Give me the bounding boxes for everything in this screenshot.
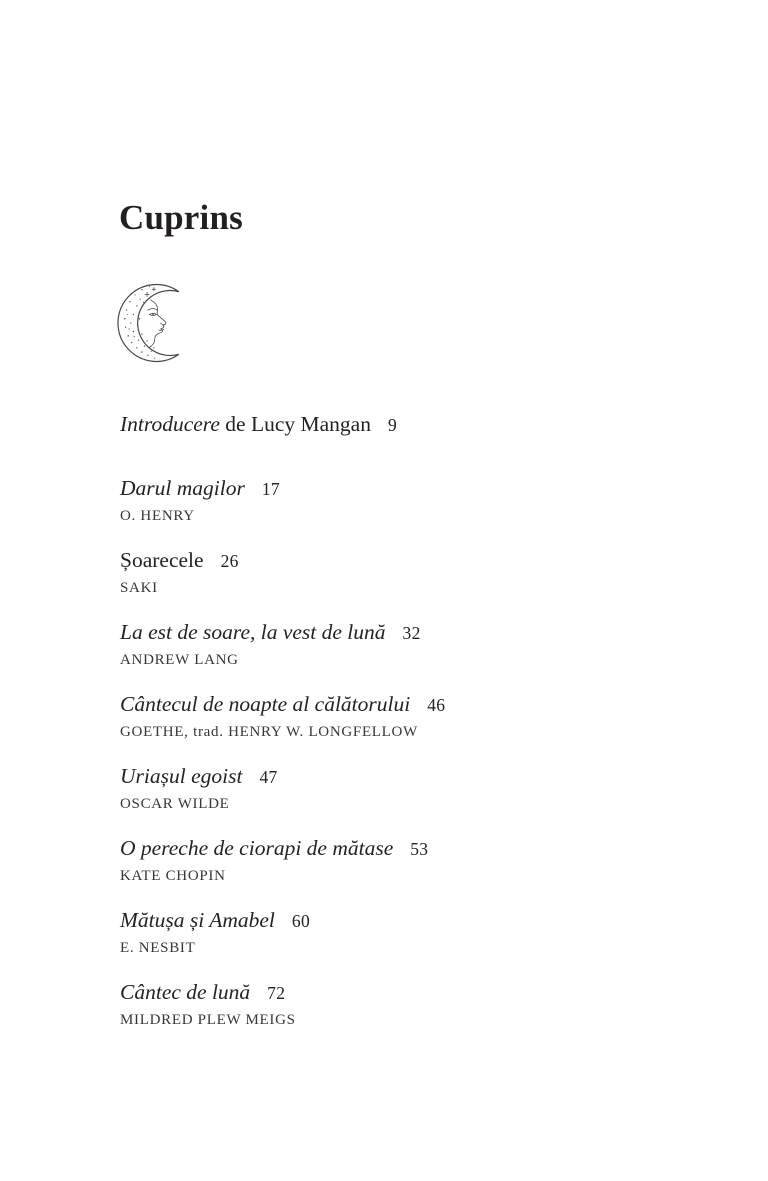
entry-author: ANDREW LANG [120,652,239,668]
entry-title: La est de soare, la vest de lună [120,620,386,644]
entry-author: E. NESBIT [120,940,196,956]
crescent-moon-icon [116,276,202,370]
entry-title: Cântec de lună [120,980,251,1004]
entry-title: Uriașul egoist [120,764,243,788]
entry-title: Șoarecele [120,548,204,572]
entry-page-number: 26 [220,551,239,571]
toc-entry [120,690,445,742]
entry-title: Cântecul de noapte al călătorului [120,692,411,716]
entry-author: KATE CHOPIN [120,868,226,884]
entry-page-number: 32 [402,623,421,643]
toc-intro-line [120,410,397,439]
entry-author: OSCAR WILDE [120,796,230,812]
entry-title: Mătușa și Amabel [120,908,275,932]
entry-title: Darul magilor [120,476,245,500]
toc-entry [120,474,280,526]
entry-author: MILDRED PLEW MEIGS [120,1012,296,1028]
toc-entry [120,834,428,886]
entry-title: O pereche de ciorapi de mătase [120,836,394,860]
intro-byline: de Lucy Mangan [219,412,371,436]
entry-page-number: 47 [259,767,278,787]
entry-page-number: 46 [427,695,446,715]
entry-page-number: 72 [267,983,286,1003]
toc-entry [120,546,239,598]
intro-title: Introducere [120,412,220,436]
toc-entry [120,618,421,670]
toc-entry [120,978,296,1030]
entry-author: GOETHE, trad. HENRY W. LONGFELLOW [120,724,418,740]
entry-page-number: 60 [291,911,310,931]
entry-author: SAKI [120,580,158,596]
toc-entry [120,762,278,814]
page-title: Cuprins [119,198,243,237]
entry-author: O. HENRY [120,508,195,524]
toc-entry [120,906,310,958]
entry-page-number: 17 [261,479,280,499]
entry-page-number: 53 [410,839,429,859]
intro-page-number: 9 [387,415,398,435]
